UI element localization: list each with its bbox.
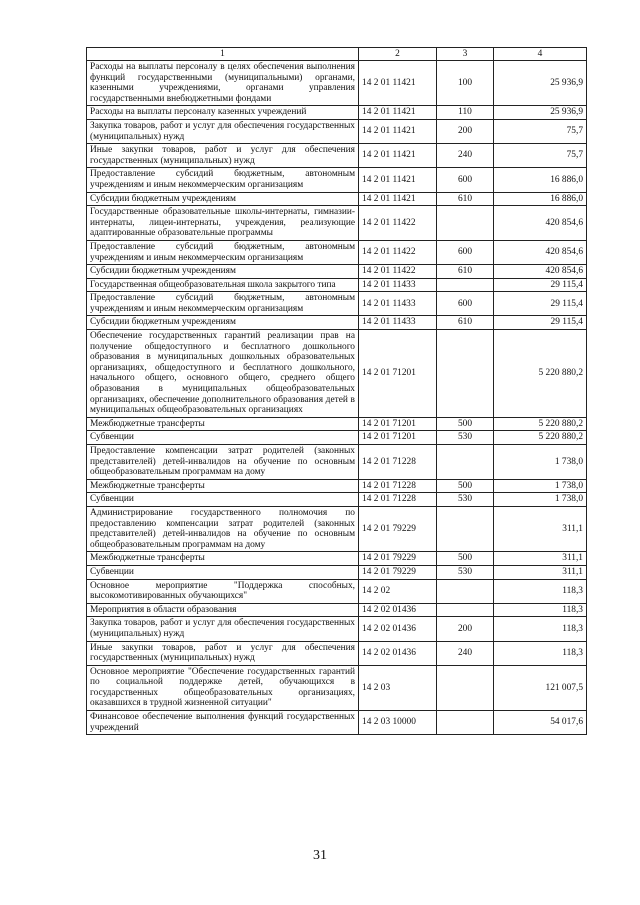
table-row (87, 431, 587, 445)
row-expense-type: 600 (437, 240, 494, 264)
row-description: Иные закупки товаров, работ и услуг для обеспечения государственных (муниципальных) нужд (87, 144, 359, 168)
row-code: 14 2 02 01436 (359, 641, 437, 665)
row-amount: 29 115,4 (494, 278, 587, 292)
row-expense-type: 500 (437, 552, 494, 566)
row-amount: 311,1 (494, 506, 587, 551)
row-description: Предоставление компенсации затрат родителей (законных представителей) детей-инвалидов на обучение по основным общеобразовательным программам на дому (87, 445, 359, 480)
row-code: 14 2 02 01436 (359, 603, 437, 617)
row-expense-type (437, 579, 494, 603)
budget-table-body (87, 48, 587, 735)
row-amount: 5 220 880,2 (494, 417, 587, 431)
table-row (87, 506, 587, 551)
row-code: 14 2 01 11422 (359, 265, 437, 279)
row-amount: 420 854,6 (494, 265, 587, 279)
row-amount: 75,7 (494, 119, 587, 143)
row-amount: 54 017,6 (494, 711, 587, 735)
row-expense-type: 110 (437, 106, 494, 120)
row-code: 14 2 01 79229 (359, 552, 437, 566)
row-code: 14 2 01 11421 (359, 106, 437, 120)
table-row (87, 292, 587, 316)
row-description: Иные закупки товаров, работ и услуг для обеспечения государственных (муниципальных) нужд (87, 641, 359, 665)
table-row (87, 61, 587, 106)
table-row (87, 316, 587, 330)
row-amount: 16 886,0 (494, 168, 587, 192)
row-expense-type: 100 (437, 61, 494, 106)
row-description: Предоставление субсидий бюджетным, автономным учреждениям и иным некоммерческим организациям (87, 292, 359, 316)
row-code: 14 2 01 11421 (359, 61, 437, 106)
row-amount: 420 854,6 (494, 240, 587, 264)
table-row (87, 641, 587, 665)
row-expense-type: 240 (437, 641, 494, 665)
table-row (87, 192, 587, 206)
row-amount: 25 936,9 (494, 61, 587, 106)
row-amount: 16 886,0 (494, 192, 587, 206)
row-expense-type: 200 (437, 119, 494, 143)
row-code: 14 2 01 11421 (359, 168, 437, 192)
row-amount: 29 115,4 (494, 292, 587, 316)
table-row (87, 579, 587, 603)
row-expense-type: 610 (437, 192, 494, 206)
row-code: 14 2 01 11421 (359, 144, 437, 168)
row-expense-type (437, 445, 494, 480)
row-expense-type (437, 506, 494, 551)
column-header: 4 (494, 48, 587, 61)
table-row (87, 479, 587, 493)
row-expense-type (437, 603, 494, 617)
row-amount: 5 220 880,2 (494, 330, 587, 418)
row-amount: 121 007,5 (494, 665, 587, 710)
row-amount: 118,3 (494, 579, 587, 603)
row-code: 14 2 01 11433 (359, 292, 437, 316)
table-row (87, 417, 587, 431)
table-row (87, 617, 587, 641)
column-header: 1 (87, 48, 359, 61)
row-amount: 311,1 (494, 552, 587, 566)
row-description: Расходы на выплаты персоналу казенных учреждений (87, 106, 359, 120)
row-expense-type (437, 206, 494, 241)
row-amount: 29 115,4 (494, 316, 587, 330)
row-code: 14 2 01 11433 (359, 278, 437, 292)
row-description: Государственная общеобразовательная школа закрытого типа (87, 278, 359, 292)
row-code: 14 2 01 11421 (359, 119, 437, 143)
row-expense-type: 530 (437, 565, 494, 579)
row-code: 14 2 01 71201 (359, 330, 437, 418)
row-expense-type: 610 (437, 265, 494, 279)
column-header: 2 (359, 48, 437, 61)
table-row (87, 552, 587, 566)
row-expense-type: 600 (437, 292, 494, 316)
row-amount: 118,3 (494, 603, 587, 617)
table-row (87, 119, 587, 143)
table-row (87, 106, 587, 120)
row-description: Субсидии бюджетным учреждениям (87, 192, 359, 206)
row-description: Субсидии бюджетным учреждениям (87, 265, 359, 279)
row-description: Мероприятия в области образования (87, 603, 359, 617)
row-code: 14 2 02 (359, 579, 437, 603)
row-amount: 311,1 (494, 565, 587, 579)
document-page (86, 47, 586, 735)
row-amount: 5 220 880,2 (494, 431, 587, 445)
table-row (87, 240, 587, 264)
table-row (87, 330, 587, 418)
row-expense-type: 610 (437, 316, 494, 330)
row-description: Межбюджетные трансферты (87, 552, 359, 566)
table-row (87, 565, 587, 579)
row-description: Финансовое обеспечение выполнения функций государственных учреждений (87, 711, 359, 735)
row-code: 14 2 01 71228 (359, 445, 437, 480)
table-row (87, 206, 587, 241)
row-description: Субвенции (87, 565, 359, 579)
row-description: Обеспечение государственных гарантий реализации прав на получение общедоступного и бесплатного дошкольного образования в муниципальных дошкольных образовательных организациях, общедоступного и бесплатного дошкольного, начального общего, основного общего, среднего общего образования в муниципальных общеобразовательных организациях, обеспечение дополнительного образования детей в муниципальных общеобразовательных организациях (87, 330, 359, 418)
row-expense-type: 600 (437, 168, 494, 192)
budget-table (86, 47, 587, 735)
row-amount: 1 738,0 (494, 479, 587, 493)
row-code: 14 2 02 01436 (359, 617, 437, 641)
row-code: 14 2 01 71228 (359, 493, 437, 507)
page-number: 31 (313, 848, 327, 863)
row-amount: 118,3 (494, 641, 587, 665)
row-description: Закупка товаров, работ и услуг для обеспечения государственных (муниципальных) нужд (87, 119, 359, 143)
row-description: Межбюджетные трансферты (87, 479, 359, 493)
row-expense-type: 240 (437, 144, 494, 168)
row-code: 14 2 01 79229 (359, 506, 437, 551)
row-description: Предоставление субсидий бюджетным, автономным учреждениям и иным некоммерческим организациям (87, 240, 359, 264)
row-description: Закупка товаров, работ и услуг для обеспечения государственных (муниципальных) нужд (87, 617, 359, 641)
row-amount: 118,3 (494, 617, 587, 641)
row-expense-type (437, 330, 494, 418)
table-header-row (87, 48, 587, 61)
row-expense-type: 500 (437, 417, 494, 431)
row-expense-type: 500 (437, 479, 494, 493)
table-row (87, 144, 587, 168)
row-expense-type (437, 711, 494, 735)
row-description: Основное мероприятие "Обеспечение государственных гарантий по социальной поддержке детей, обучающихся в государственных общеобразовательных организациях, оказавшихся в трудной жизненной ситуации" (87, 665, 359, 710)
row-code: 14 2 01 79229 (359, 565, 437, 579)
row-expense-type (437, 665, 494, 710)
row-code: 14 2 03 (359, 665, 437, 710)
table-row (87, 603, 587, 617)
row-amount: 25 936,9 (494, 106, 587, 120)
row-code: 14 2 01 11421 (359, 192, 437, 206)
row-description: Основное мероприятие "Поддержка способных, высокомотивированных обучающихся" (87, 579, 359, 603)
row-code: 14 2 01 71228 (359, 479, 437, 493)
row-description: Межбюджетные трансферты (87, 417, 359, 431)
row-description: Расходы на выплаты персоналу в целях обеспечения выполнения функций государственными (муниципальными) органами, казенными учреждениями, органами управления государственными внебюджетными фондами (87, 61, 359, 106)
row-amount: 1 738,0 (494, 445, 587, 480)
row-description: Субсидии бюджетным учреждениям (87, 316, 359, 330)
table-row (87, 665, 587, 710)
row-code: 14 2 03 10000 (359, 711, 437, 735)
row-amount: 420 854,6 (494, 206, 587, 241)
row-expense-type: 200 (437, 617, 494, 641)
row-amount: 75,7 (494, 144, 587, 168)
table-row (87, 711, 587, 735)
table-row (87, 168, 587, 192)
table-row (87, 493, 587, 507)
row-description: Предоставление субсидий бюджетным, автономным учреждениям и иным некоммерческим организациям (87, 168, 359, 192)
table-row (87, 265, 587, 279)
row-expense-type (437, 278, 494, 292)
table-row (87, 278, 587, 292)
table-row (87, 445, 587, 480)
row-amount: 1 738,0 (494, 493, 587, 507)
row-code: 14 2 01 71201 (359, 417, 437, 431)
row-code: 14 2 01 11422 (359, 240, 437, 264)
row-description: Администрирование государственного полномочия по предоставлению компенсации затрат родителей (законных представителей) детей-инвалидов на обучение по основным общеобразовательным программам на дому (87, 506, 359, 551)
row-code: 14 2 01 11433 (359, 316, 437, 330)
column-header: 3 (437, 48, 494, 61)
row-expense-type: 530 (437, 431, 494, 445)
row-description: Субвенции (87, 493, 359, 507)
row-code: 14 2 01 71201 (359, 431, 437, 445)
row-code: 14 2 01 11422 (359, 206, 437, 241)
row-expense-type: 530 (437, 493, 494, 507)
row-description: Субвенции (87, 431, 359, 445)
row-description: Государственные образовательные школы-интернаты, гимназии-интернаты, лицеи-интернаты, учреждения, реализующие адаптированные образовательные программы (87, 206, 359, 241)
